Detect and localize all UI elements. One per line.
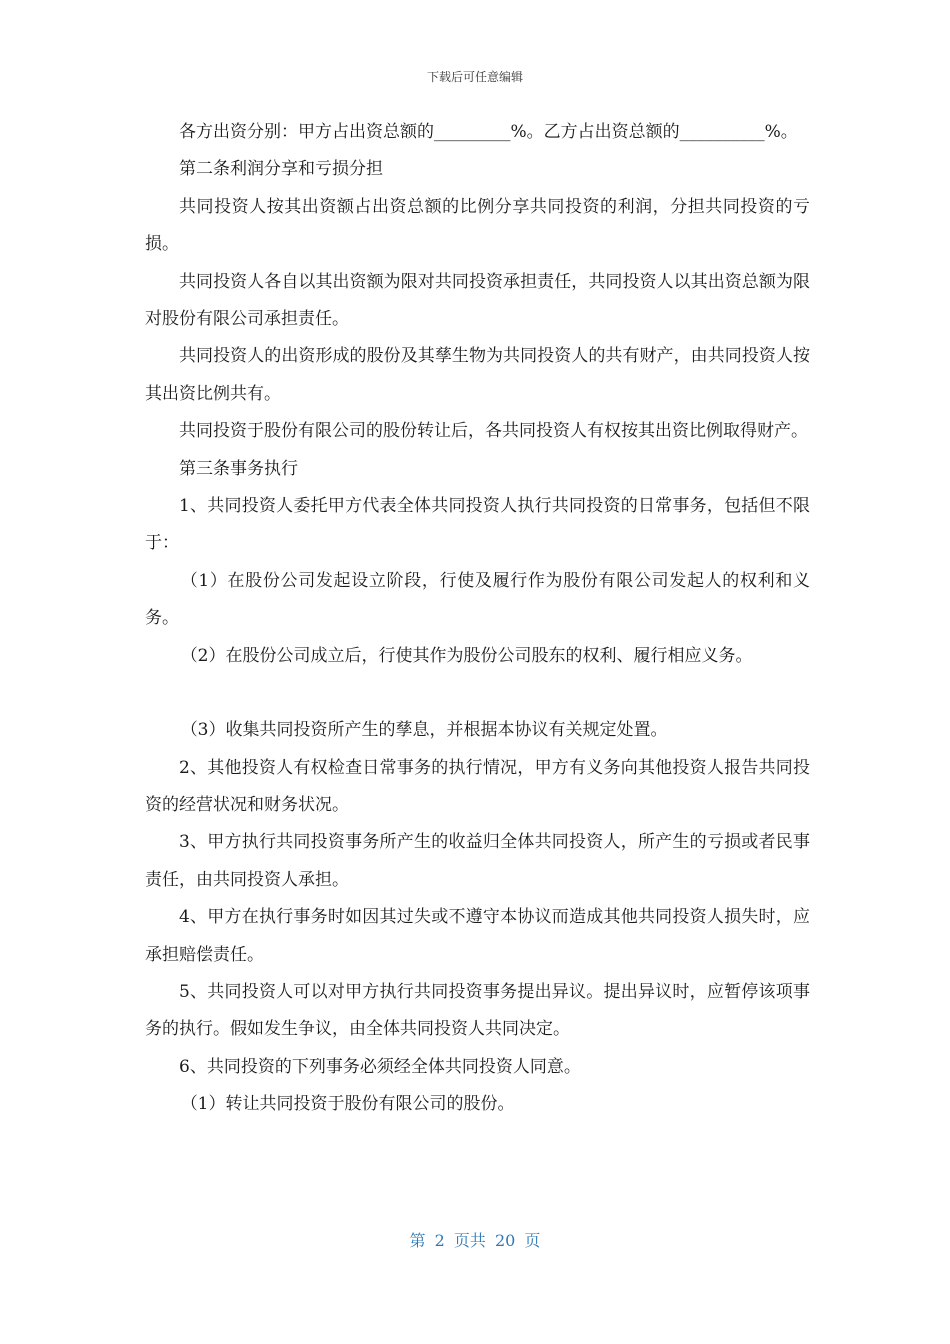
list-item: 2、其他投资人有权检查日常事务的执行情况，甲方有义务向其他投资人报告共同投资的经营状况和财务状况。 — [145, 757, 810, 815]
paragraph-capital-ratio: 各方出资分别：甲方占出资总额的_________%。乙方占出资总额的__________%。 — [179, 122, 798, 142]
sub-list-item: （3）收集共同投资所产生的孳息，并根据本协议有关规定处置。 — [180, 720, 668, 741]
list-item: 3、甲方执行共同投资事务所产生的收益归全体共同投资人，所产生的亏损或者民事责任，由共同投资人承担。 — [145, 832, 810, 890]
sub-list-item: （1）在股份公司发起设立阶段，行使及履行作为股份有限公司发起人的权利和义务。 — [145, 570, 810, 629]
paragraph: 共同投资于股份有限公司的股份转让后，各共同投资人有权按其出资比例取得财产。 — [179, 421, 808, 442]
page-number-footer: 第 2 页共 20 页 — [409, 1231, 541, 1250]
list-item: 4、甲方在执行事务时如因其过失或不遵守本协议而造成其他共同投资人损失时，应承担赔偿责任。 — [145, 907, 810, 965]
paragraph: 共同投资人各自以其出资额为限对共同投资承担责任，共同投资人以其出资总额为限对股份有限公司承担责任。 — [145, 271, 810, 330]
sub-list-item: （2）在股份公司成立后，行使其作为股份公司股东的权利、履行相应义务。 — [180, 645, 753, 666]
sub-list-item: （1）转让共同投资于股份有限公司的股份。 — [180, 1094, 515, 1115]
list-item: 5、共同投资人可以对甲方执行共同投资事务提出异议。提出异议时，应暂停该项事务的执行。假如发生争议，由全体共同投资人共同决定。 — [145, 981, 810, 1040]
section-heading-article-2: 第二条利润分享和亏损分担 — [179, 159, 383, 180]
list-item: 1、共同投资人委托甲方代表全体共同投资人执行共同投资的日常事务，包括但不限于： — [145, 496, 810, 554]
page-header: 下载后可任意编辑 — [426, 70, 523, 84]
section-heading-article-3: 第三条事务执行 — [179, 458, 298, 479]
list-item: 6、共同投资的下列事务必须经全体共同投资人同意。 — [179, 1056, 581, 1077]
paragraph: 共同投资人按其出资额占出资总额的比例分享共同投资的利润，分担共同投资的亏损。 — [145, 196, 810, 255]
document-body — [145, 114, 810, 1124]
paragraph: 共同投资人的出资形成的股份及其孳生物为共同投资人的共有财产，由共同投资人按其出资比例共有。 — [145, 346, 810, 404]
